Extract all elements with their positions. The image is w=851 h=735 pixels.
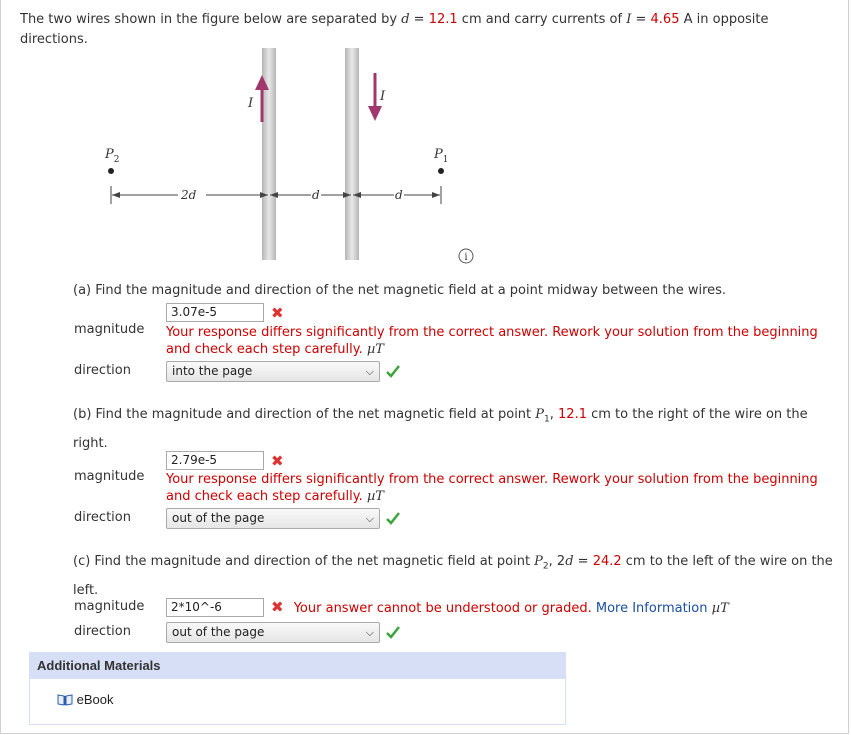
intro-text: The two wires shown in the figure below are separated by (20, 12, 402, 27)
correct-check-icon (385, 625, 401, 639)
part-a-feedback (166, 324, 831, 358)
svg-text:i: i (464, 252, 468, 263)
part-b-direction-label: direction (74, 510, 131, 525)
var-i: I (626, 12, 632, 27)
intro-equals: = (631, 12, 651, 27)
part-b-unit: µT (366, 489, 384, 504)
correct-check-icon (385, 511, 401, 525)
part-c-question (73, 550, 838, 602)
point-p2 (108, 168, 114, 174)
part-c-point: P (534, 554, 543, 569)
part-b-feedback (166, 471, 831, 505)
intro-text: cm and carry currents of (457, 12, 627, 27)
d-value: 12.1 (428, 12, 458, 27)
right-wire (345, 48, 359, 260)
part-c-point-sub: 2 (542, 561, 549, 572)
part-b-text: , (549, 407, 559, 422)
part-c-distance: 24.2 (592, 554, 622, 569)
part-b-error-text: Your response differs significantly from the correct answer. Rework your solution from the beginning and check each step carefully. (166, 472, 818, 504)
part-a-direction-label: direction (74, 363, 131, 378)
incorrect-icon: ✖ (271, 598, 284, 616)
part-c-direction-label: direction (74, 624, 131, 639)
part-c-magnitude-input[interactable]: 2*10^-6 (166, 598, 264, 617)
part-a-question: (a) Find the magnitude and direction of the net magnetic field at a point midway between the wires. (73, 283, 727, 298)
part-a-error-text: Your response differs significantly from the correct answer. Rework your solution from the beginning and check each step carefully. (166, 325, 818, 357)
part-c-text: cm to the left of the wire on the left. (73, 554, 833, 598)
correct-check-icon (385, 364, 401, 378)
part-b-text: (b) Find the magnitude and direction of the net magnetic field at point (73, 407, 536, 422)
part-c-error-text: Your answer cannot be understood or graded. (293, 601, 592, 616)
intro-text: A in opposite directions. (20, 12, 769, 47)
part-b-point: P (535, 407, 545, 422)
more-information-link[interactable]: More Information (595, 601, 708, 616)
part-c-text: (c) Find the magnitude and direction of the net magnetic field at point (73, 554, 535, 569)
part-c-magnitude-label: magnitude (74, 599, 145, 614)
current-label-left: I (248, 96, 254, 111)
part-b-direction-select[interactable] (166, 508, 380, 529)
label-d-middle: d (312, 188, 320, 202)
part-c-direction-value: out of the page (172, 625, 265, 639)
intro-equals: = (409, 12, 429, 27)
wire-figure (0, 0, 851, 290)
part-b-magnitude-label: magnitude (74, 469, 145, 484)
chevron-down-icon: ⌵ (365, 365, 374, 378)
chevron-down-icon: ⌵ (365, 512, 374, 525)
var-d: d (401, 12, 410, 27)
incorrect-icon: ✖ (271, 452, 284, 470)
chevron-down-icon: ⌵ (365, 626, 374, 639)
part-b-distance: 12.1 (558, 407, 587, 422)
i-value: 4.65 (650, 12, 680, 27)
part-a-magnitude-label: magnitude (74, 322, 145, 337)
incorrect-icon: ✖ (271, 304, 284, 322)
book-icon (57, 693, 73, 706)
part-a-direction-value: into the page (172, 364, 253, 378)
point-p2-label: $P_2$ (105, 147, 120, 165)
ebook-label: eBook (76, 692, 114, 707)
part-c-direction-select[interactable] (166, 622, 380, 643)
label-2d: 2d (181, 188, 197, 202)
point-p1-label: $P_1$ (434, 147, 449, 165)
point-p1 (438, 168, 444, 174)
part-a-unit: µT (366, 342, 384, 357)
part-b-magnitude-input[interactable]: 2.79e-5 (166, 451, 264, 470)
part-c-unit: µT (711, 601, 729, 616)
part-b-direction-value: out of the page (172, 511, 265, 525)
part-c-feedback (271, 598, 729, 618)
info-icon[interactable] (459, 249, 473, 263)
part-c-var-d: d (565, 554, 574, 569)
part-c-text: , 2 (548, 554, 566, 569)
additional-materials-header: Additional Materials (29, 652, 566, 679)
label-d-right: d (395, 188, 403, 202)
part-a-direction-select[interactable] (166, 361, 380, 382)
part-b-point-sub: 1 (544, 414, 550, 425)
part-b-text: cm to the right of the wire on the right. (73, 407, 808, 451)
current-label-right: I (380, 89, 386, 104)
part-c-text: = (573, 554, 593, 569)
part-a-magnitude-input[interactable]: 3.07e-5 (166, 303, 264, 322)
part-b-question (73, 403, 838, 455)
ebook-link[interactable] (57, 692, 114, 707)
